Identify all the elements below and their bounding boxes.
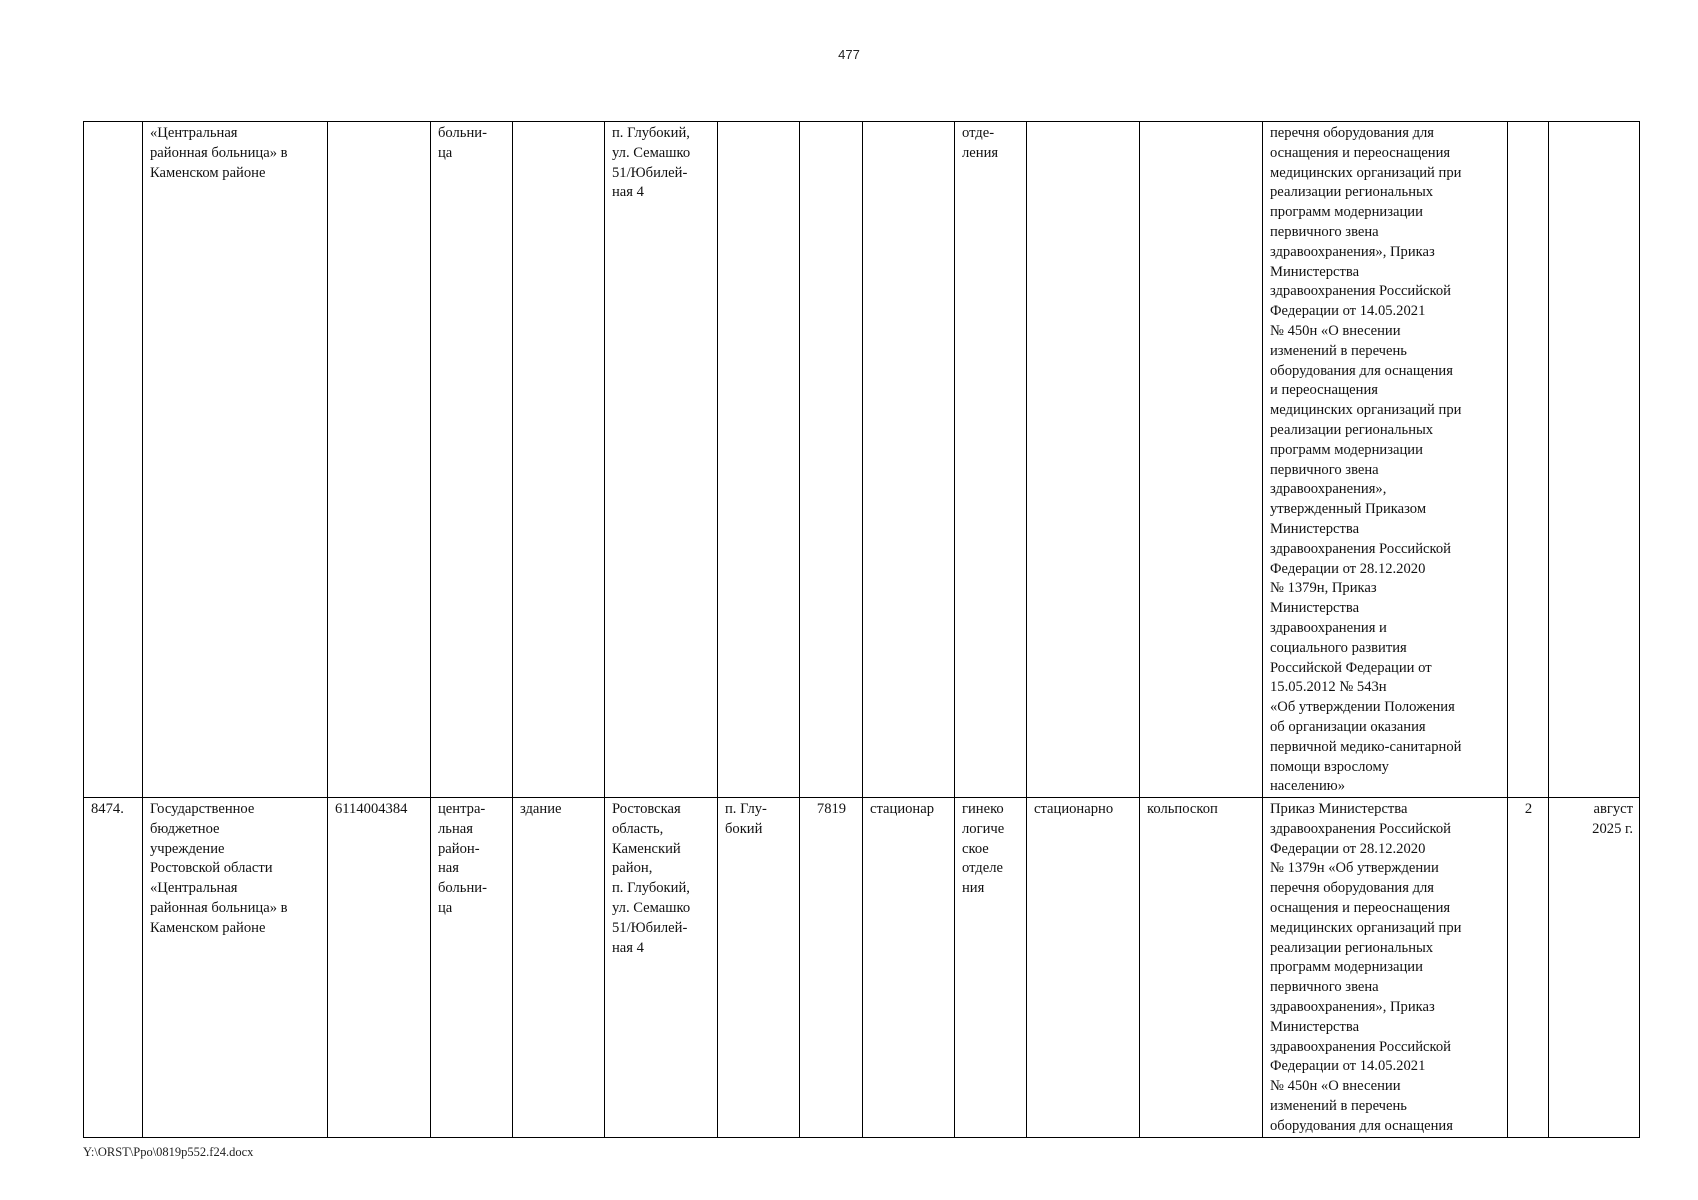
cell-object [513,122,605,798]
cell-equipment: кольпоскоп [1140,798,1263,1138]
cell-facility-type: центра- льная район- ная больни- ца [431,798,513,1138]
cell-quantity [1508,122,1549,798]
cell-care-form [1027,122,1140,798]
cell-condition [863,122,955,798]
page-number: 477 [838,47,860,62]
cell-number [84,122,143,798]
footer-file-path: Y:\ORST\Ppo\0819p552.f24.docx [83,1145,254,1159]
cell-address: п. Глубокий, ул. Семашко 51/Юбилей- ная 4 [605,122,718,798]
cell-equipment [1140,122,1263,798]
cell-basis: перечня оборудования для оснащения и переоснащения медицинских организаций при реализации региональных программ модернизации первичного звена здравоохранения», Приказ Министерства здравоохранения Российской Федерации от 14.05.2021 № 450н «О внесении изменений в перечень оборудования для оснащения и переоснащения медицинских организаций при реализации региональных программ модернизации первичного звена здравоохранения», утвержденный Приказом Министерства здравоохранения Российской Федерации от 28.12.2020 № 1379н, Приказ Министерства здравоохранения и социального развития Российской Федерации от 15.05.2012 № 543н «Об утверждении Положения об организации оказания первичной медико-санитарной помощи взрослому населению» [1263,122,1508,798]
table-row [84,122,1640,798]
cell-number: 8474. [84,798,143,1138]
cell-quantity: 2 [1508,798,1549,1138]
cell-date [1549,122,1640,798]
cell-code [800,122,863,798]
cell-date: август 2025 г. [1549,798,1640,1138]
cell-organization: «Центральная районная больница» в Каменском районе [143,122,328,798]
cell-department: отде- ления [955,122,1027,798]
cell-facility-type: больни- ца [431,122,513,798]
cell-inn [328,122,431,798]
equipment-table [83,121,1640,1138]
cell-inn: 6114004384 [328,798,431,1138]
cell-care-form: стационарно [1027,798,1140,1138]
cell-basis: Приказ Министерства здравоохранения Российской Федерации от 28.12.2020 № 1379н «Об утверждении перечня оборудования для оснащения и переоснащения медицинских организаций при реализации региональных программ модернизации первичного звена здравоохранения», Приказ Министерства здравоохранения Российской Федерации от 14.05.2021 № 450н «О внесении изменений в перечень оборудования для оснащения [1263,798,1508,1138]
cell-department: гинеко логиче ское отделе ния [955,798,1027,1138]
cell-locality [718,122,800,798]
cell-locality: п. Глу- бокий [718,798,800,1138]
cell-organization: Государственное бюджетное учреждение Ростовской области «Центральная районная больница» в Каменском районе [143,798,328,1138]
cell-condition: стационар [863,798,955,1138]
cell-object: здание [513,798,605,1138]
table-row [84,798,1640,1138]
cell-code: 7819 [800,798,863,1138]
cell-address: Ростовская область, Каменский район, п. Глубокий, ул. Семашко 51/Юбилей- ная 4 [605,798,718,1138]
